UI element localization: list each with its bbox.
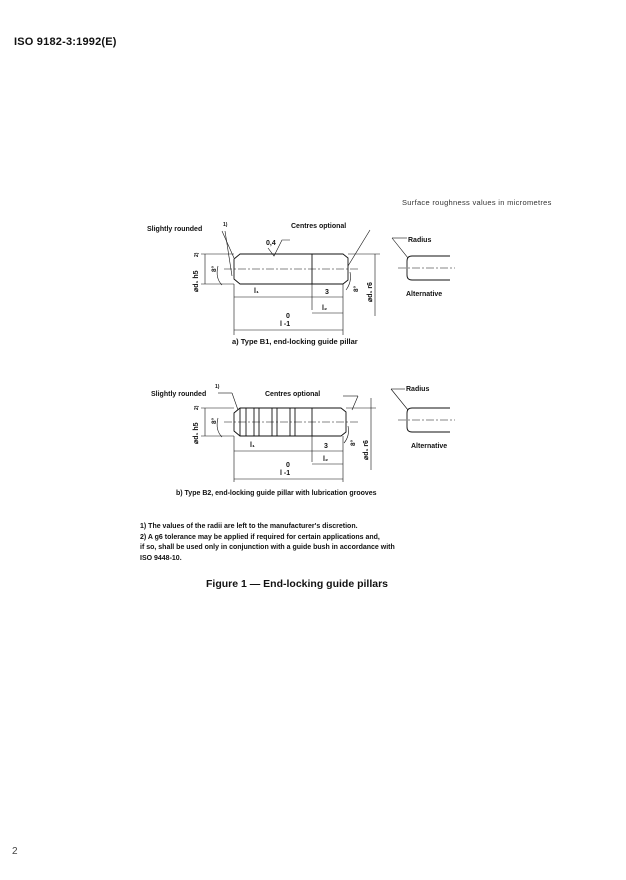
fig-b-centres-optional-label: Centres optional (265, 391, 321, 398)
fig-b-dim-d1-r6: ⌀d₁ r6 (363, 440, 370, 460)
fig-a-dim-d1-r6: ⌀d₁ r6 (367, 282, 374, 302)
fig-a-footnote-mark: 1) (223, 222, 228, 228)
surface-roughness-note: Surface roughness values in micrometres (402, 198, 552, 207)
fig-b-angle-left: 8° (211, 417, 218, 424)
fig-a-slightly-rounded-label: Slightly rounded (147, 226, 203, 233)
fig-b-radius-label: Radius (406, 386, 430, 393)
fig-b-slightly-rounded-label: Slightly rounded (151, 391, 207, 398)
footnote-2: 2) A g6 tolerance may be applied if required for certain applications and, (140, 533, 380, 541)
fig-a-l-minus: l -1 (280, 321, 291, 328)
footnote-2-ref: ISO 9448-10. (140, 554, 182, 562)
fig-b-zero: 0 (286, 462, 290, 469)
fig-a-angle-right: 8° (353, 285, 360, 292)
fig-a-alternative-label: Alternative (406, 291, 443, 298)
fig-b-three: 3 (324, 443, 328, 450)
footnote-2-cont: if so, shall be used only in conjunction with a guide bush in accordance with (140, 544, 395, 551)
fig-a-zero: 0 (286, 313, 290, 320)
fig-b-angle-right: 8° (350, 439, 357, 446)
fig-a-l1: l₁ (254, 288, 259, 295)
figure-b-caption: b) Type B2, end-locking guide pillar with lubrication grooves (176, 490, 377, 497)
fig-b-tol-mark: 2) (194, 405, 200, 410)
fig-b-l2: l₂ (323, 456, 329, 463)
figure-a-caption: a) Type B1, end-locking guide pillar (232, 337, 358, 346)
document-header: ISO 9182-3:1992(E) (14, 36, 117, 48)
fig-b-footnote-mark: 1) (215, 384, 220, 390)
footnote-1: 1) The values of the radii are left to the manufacturer's discretion. (140, 523, 358, 530)
fig-b-dim-d1-h5: ⌀d₁ h5 (193, 422, 200, 444)
fig-a-l2: l₂ (322, 305, 328, 312)
fig-a-roughness-value: 0,4 (266, 240, 276, 247)
fig-a-three: 3 (325, 289, 329, 296)
fig-a-leader-3 (348, 230, 370, 266)
fig-a-radius-label: Radius (408, 237, 432, 244)
figure-title: Figure 1 — End-locking guide pillars (206, 578, 389, 590)
fig-a-centres-optional-label: Centres optional (291, 223, 347, 230)
fig-a-dim-d1-h5: ⌀d₁ h5 (193, 270, 200, 292)
fig-b-l1: l₁ (250, 442, 255, 449)
footnotes (140, 522, 460, 564)
fig-b-l-minus: l -1 (280, 470, 291, 477)
fig-a-angle-left: 8° (211, 265, 218, 272)
page-number: 2 (12, 846, 18, 857)
figure-b-drawing (151, 384, 455, 482)
fig-a-tol-mark: 2) (194, 252, 200, 257)
figure-a-drawing (147, 222, 455, 335)
fig-b-alternative-label: Alternative (411, 443, 448, 450)
